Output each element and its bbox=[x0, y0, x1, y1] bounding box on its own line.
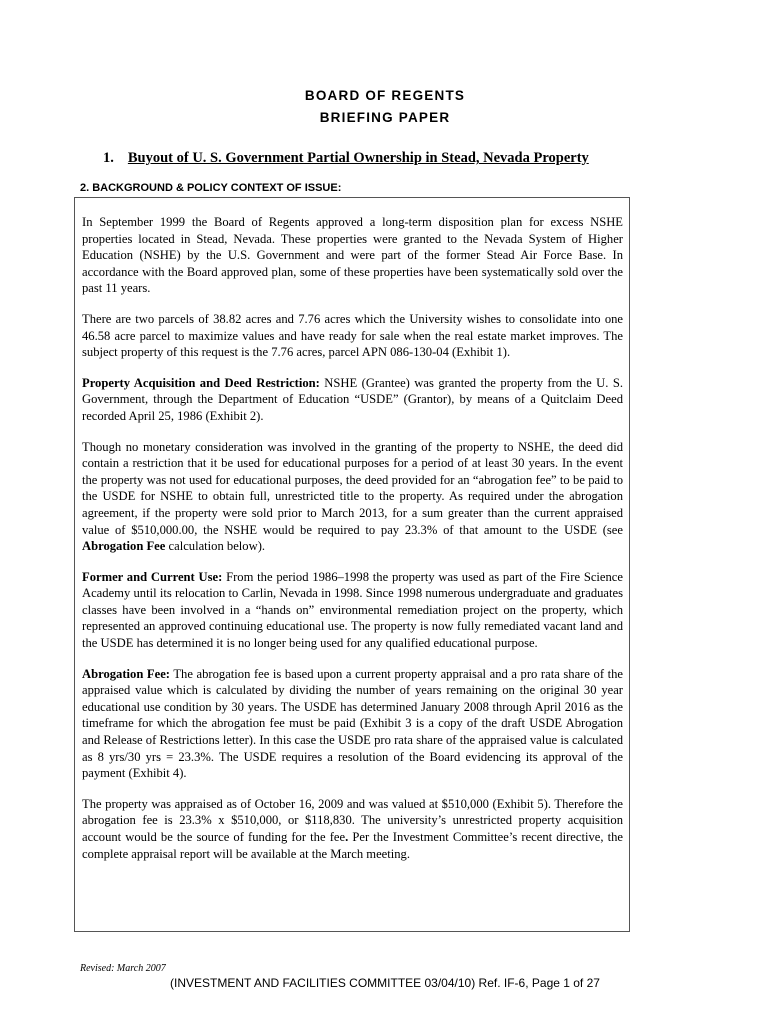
restriction-bold: Abrogation Fee bbox=[82, 539, 166, 554]
revised-note: Revised: March 2007 bbox=[80, 963, 166, 974]
acquisition-label: Property Acquisition and Deed Restriction: bbox=[82, 375, 320, 390]
item-heading bbox=[103, 150, 663, 167]
item-number: 1. bbox=[103, 150, 114, 166]
appraisal-text: The property was appraised as of October 16, 2009 and was valued at $510,000 (Exhibit 5). Therefore the abrogation fee is 23.3% x $510,000, or $118,830. The university’s unrestricted property acquisition account would be the source of funding for the fee bbox=[82, 796, 623, 844]
paragraph-appraisal bbox=[82, 796, 623, 862]
paper-title: BRIEFING PAPER bbox=[319, 110, 451, 125]
paragraph-abrogation-fee bbox=[82, 666, 623, 782]
background-box bbox=[74, 197, 630, 932]
fee-label: Abrogation Fee: bbox=[82, 666, 170, 681]
acquisition-text: NSHE (Grantee) was granted the property from the U. S. Government, through the Department of Education “USDE” (Grantor), by means of a Quitclaim Deed recorded April 25, 1986 (Exhibit 2). bbox=[82, 375, 623, 423]
use-text: From the period 1986–1998 the property was used as part of the Fire Science Academy until its relocation to Carlin, Nevada in 1998. Since 1998 numerous undergraduate and graduates classes have been involved in a “hands on” environmental remediation project on the property, which represented an approved continuing educational use. The property is now fully remediated vacant land and the USDE has determined it is no longer being used for any qualified educational purpose. bbox=[82, 569, 623, 651]
appraisal-bold: . bbox=[345, 830, 349, 844]
item-title-text: Buyout of U. S. Government Partial Ownership in Stead, Nevada Property bbox=[127, 150, 589, 166]
fee-text: The abrogation fee is based upon a current property appraisal and a pro rata share of the appraised value which is calculated by dividing the number of years remaining on the original 30 year educational use condition by 30 years. The USDE has determined January 2008 through April 2016 as the timeframe for which the abrogation fee must be paid (Exhibit 3 is a copy of the draft USDE Abrogation and Release of Restrictions letter). In this case the USDE pro rata share of the appraised value is calculated as 8 yrs/30 yrs = 23.3%. The USDE requires a resolution of the Board evidencing its approval of the payment (Exhibit 4). bbox=[82, 666, 623, 781]
restriction-end: calculation below). bbox=[165, 539, 266, 554]
paragraph-parcels: There are two parcels of 38.82 acres and 7.76 acres which the University wishes to consolidate into one 46.58 acre parcel to maximize values and have ready for sale when the real estate market improves. The subject property of this request is the 7.76 acres, parcel APN 086-130-04 (Exhibit 1). bbox=[82, 311, 623, 360]
appraisal-end: Per the Investment Committee’s recent directive, the complete appraisal report will be available at the March meeting. bbox=[82, 830, 623, 861]
page-footer: (INVESTMENT AND FACILITIES COMMITTEE 03/04/10) Ref. IF-6, Page 1 of 27 bbox=[170, 976, 600, 990]
section-heading: 2. BACKGROUND & POLICY CONTEXT OF ISSUE: bbox=[80, 182, 342, 194]
paragraph-disposition-plan: In September 1999 the Board of Regents approved a long-term disposition plan for excess NSHE properties located in Stead, Nevada. These properties were granted to the Nevada System of Higher Education (NSHE) by the U.S. Government and were part of the former Stead Air Force Base. In accordance with the Board approved plan, some of these properties have been systematically sold over the past 11 years. bbox=[82, 215, 623, 296]
paragraph-acquisition bbox=[82, 375, 623, 425]
board-title: BOARD OF REGENTS bbox=[304, 88, 466, 103]
restriction-text: Though no monetary consideration was involved in the granting of the property to NSHE, the deed did contain a restriction that it be used for educational purposes for a period of at least 30 years. In the event the property was not used for educational purposes, the deed provided for an “abrogation fee” to be paid to the USDE for NSHE to obtain full, unrestricted title to the property. As required under the abrogation agreement, if the property were sold prior to March 2013, for a sum greater than the current appraised value of $510,000.00, the NSHE would be required to pay 23.3% of that amount to the USDE (see bbox=[82, 439, 623, 537]
paragraph-restriction bbox=[82, 439, 623, 555]
use-label: Former and Current Use: bbox=[82, 569, 223, 584]
paragraph-use bbox=[82, 569, 623, 652]
